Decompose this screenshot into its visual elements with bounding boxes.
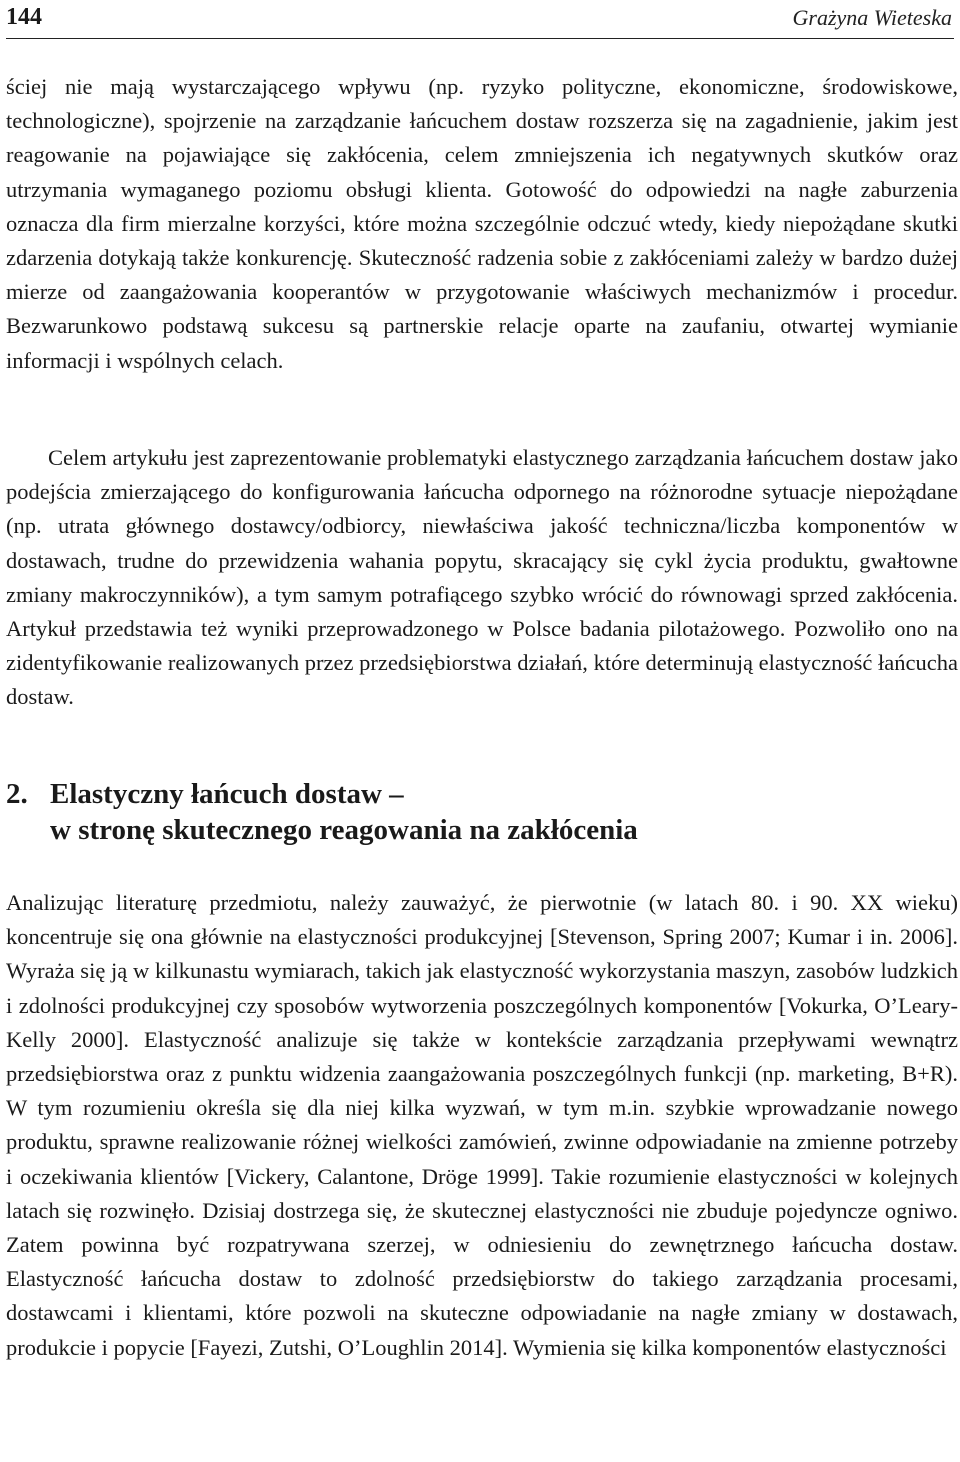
- page-header: [6, 0, 954, 39]
- running-head-author: Grażyna Wieteska: [792, 5, 952, 30]
- paragraph-3: Analizując literaturę przedmiotu, należy zauważyć, że pierwotnie (w latach 80. i 90. XX wieku) koncentruje się ona głównie na elastyczności produkcyjnej [Stevenson, Spring 2007; Kumar i in. 2006]. Wyraża się ją w kilkunastu wymiarach, takich jak elastyczność wykorzystania maszyn, zasobów ludzkich i zdolności produkcyjnej czy sposobów wytworzenia poszczególnych komponentów [Vokurka, O’Leary-Kelly 2000]. Elastyczność analizuje się także w kontekście zarządzania przepływami wewnątrz przedsiębiorstwa oraz z punktu widzenia zaangażowania poszczególnych funkcji (np. marketing, B+R). W tym rozumieniu określa się dla niej kilka wyzwań, w tym m.in. szybkie wprowadzanie nowego produktu, sprawne realizowanie różnej wielkości zamówień, zwinne odpowiadanie na zmienne potrzeby i oczekiwania klientów [Vickery, Calantone, Dröge 1999]. Takie rozumienie elastyczności w kolejnych latach się rozwinęło. Dzisiaj dostrzega się, że skutecznej elastyczności nie zbuduje pojedyncze ogniwo. Zatem powinna być rozpatrywana szerzej, w odniesieniu do zewnętrznego łańcucha dostaw. Elastyczność łańcucha dostaw to zdolność przedsiębiorstw do takiego zarządzania procesami, dostawcami i klientami, które pozwoli na skuteczne odpowiadanie na nagłe zmiany w dostawach, produkcie i popycie [Fayezi, Zutshi, O’Loughlin 2014]. Wymienia się kilka komponentów elastyczności: [6, 890, 958, 1360]
- section-title-line-1: Elastyczny łańcuch dostaw –: [50, 778, 404, 810]
- page-number: 144: [6, 4, 42, 30]
- section-number: 2.: [6, 778, 28, 810]
- section-title-line-2: w stronę skutecznego reagowania na zakłócenia: [50, 814, 638, 846]
- paragraph-1: ściej nie mają wystarczającego wpływu (np. ryzyko polityczne, ekonomiczne, środowiskowe, technologiczne), spojrzenie na zarządzanie łańcuchem dostaw rozszerza się na zagadnienie, jakim jest reagowanie na pojawiające się zakłócenia, celem zmniejszenia ich negatywnych skutków oraz utrzymania wymaganego poziomu obsługi klienta. Gotowość do odpowiedzi na nagłe zaburzenia oznacza dla firm mierzalne korzyści, które można szczególnie odczuć wtedy, kiedy niepożądane skutki zdarzenia dotykają także konkurencję. Skuteczność radzenia sobie z zakłóceniami zależy w bardzo dużej mierze od zaangażowania kooperantów w przygotowanie właściwych mechanizmów i procedur. Bezwarunkowo podstawą sukcesu są partnerskie relacje oparte na zaufaniu, otwartej wymianie informacji i wspólnych celach.: [6, 74, 958, 373]
- section-heading: [6, 776, 906, 848]
- paragraph-2: Celem artykułu jest zaprezentowanie problematyki elastycznego zarządzania łańcuchem dostaw jako podejścia zmierzającego do konfigurowania łańcucha odpornego na różnorodne sytuacje niepożądane (np. utrata głównego dostawcy/odbiorcy, niewłaściwa jakość techniczna/liczba komponentów w dostawach, trudne do przewidzenia wahania popytu, skracający się cykl życia produktu, gwałtowne zmiany makroczynników), a tym samym potrafiącego szybko wrócić do równowagi sprzed zakłócenia. Artykuł przedstawia też wyniki przeprowadzonego w Polsce badania pilotażowego. Pozwoliło ono na zidentyfikowanie realizowanych przez przedsiębiorstwa działań, które determinują elastyczność łańcucha dostaw.: [6, 445, 958, 710]
